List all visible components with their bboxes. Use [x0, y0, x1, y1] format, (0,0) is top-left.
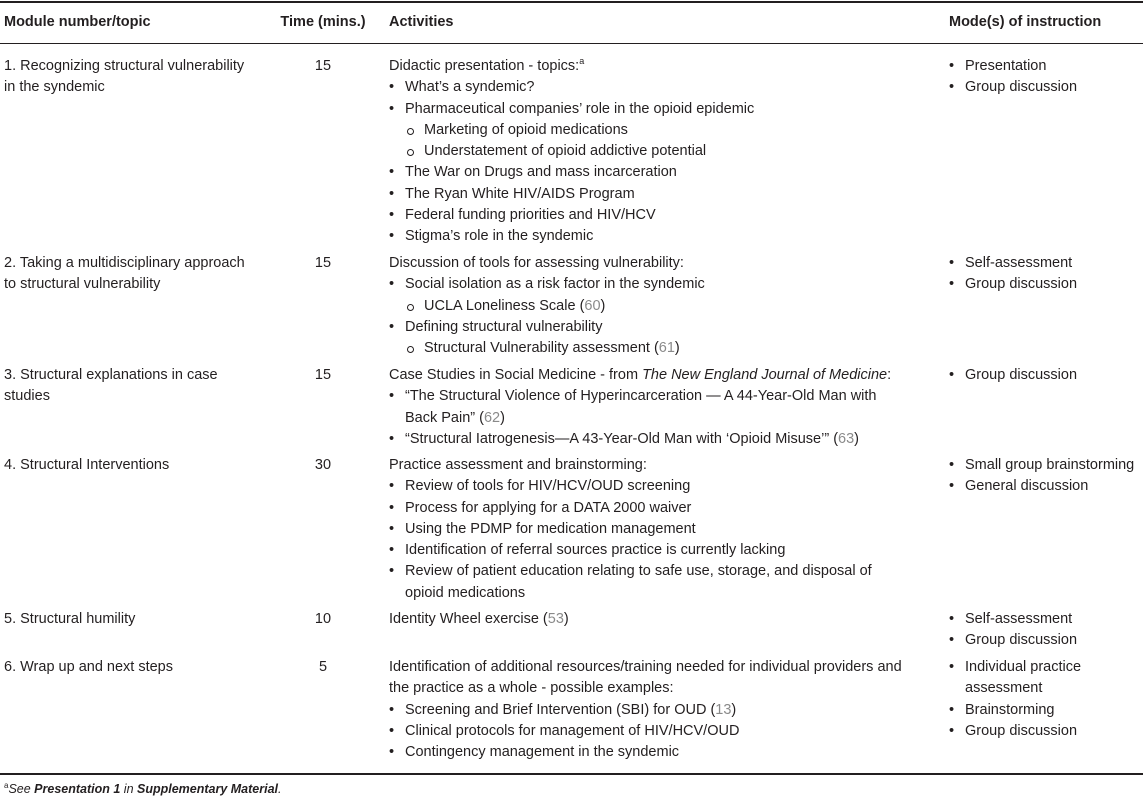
header-mode: Mode(s) of instruction — [949, 14, 1102, 30]
module-time: 5 — [318, 659, 328, 675]
module-activities: Didactic presentation - topics:$^a$ • What’s a syndemic? • Pharmaceutical companies’ role in the opioid epidemic Marketing of opioid medications Understatement of opioid addictive potential • The War on Drugs and mass incarceration • The Ryan White HIV/AIDS Program • Federal funding priorities and HIV/HCV • Stigma’s role in the syndemic — [389, 56, 949, 248]
activity-item: • Review of tools for HIV/HCV/OUD screening — [389, 476, 949, 497]
header-time: Time (mins.) — [280, 14, 366, 30]
reference-link[interactable]: 60 — [584, 297, 601, 314]
table-header-rule — [0, 43, 1143, 44]
activity-item: • Defining structural vulnerability — [389, 317, 949, 338]
module-topic: 5. Structural humility — [4, 611, 136, 627]
activity-subitem: Marketing of opioid medications — [389, 120, 949, 141]
header-topic: Module number/topic — [4, 14, 151, 30]
reference-link[interactable]: 63 — [838, 430, 855, 447]
activity-item: • Using the PDMP for medication management — [389, 519, 949, 540]
activity-item: • Social isolation as a risk factor in the syndemic — [389, 274, 949, 295]
mode-item: • Group discussion — [949, 365, 1143, 386]
module-time: 30 — [314, 457, 332, 473]
activity-item: • “The Structural Violence of Hyperincarceration — A 44-Year-Old Man with Back Pain” (62) — [389, 386, 949, 429]
mode-item: • Group discussion — [949, 721, 1143, 742]
mode-item: • Self-assessment — [949, 253, 1143, 274]
activity-item: • Clinical protocols for management of HIV/HCV/OUD — [389, 721, 949, 742]
table-bottom-rule — [0, 773, 1143, 775]
table-footnote: $^a$See Presentation 1 in Supplementary Material. — [4, 780, 282, 796]
activity-item: • Review of patient education relating to safe use, storage, and disposal of opioid medications — [389, 561, 949, 604]
activity-subitem: Understatement of opioid addictive potential — [389, 141, 949, 162]
activity-item: • Pharmaceutical companies’ role in the opioid epidemic — [389, 99, 949, 120]
module-modes — [949, 253, 1143, 296]
module-modes — [949, 365, 1143, 386]
module-topic: 4. Structural Interventions — [4, 457, 170, 473]
module-topic: 6. Wrap up and next steps — [4, 659, 174, 675]
module-topic: 3. Structural explanations in case studies — [4, 367, 218, 405]
activity-item: • Federal funding priorities and HIV/HCV — [389, 205, 949, 226]
activity-item: • Stigma’s role in the syndemic — [389, 226, 949, 247]
module-activities: Case Studies in Social Medicine - from The New England Journal of Medicine: • “The Structural Violence of Hyperincarceration — A 44-Year-Old Man with Back Pain” (62) • “Structural Iatrogenesis—A 43-Year-Old Man with ‘Opioid Misuse’” (63) — [389, 365, 949, 450]
module-modes — [949, 56, 1143, 99]
module-time: 15 — [314, 58, 332, 74]
presentation-link[interactable]: Presentation 1 — [34, 782, 121, 796]
mode-item: • Individual practice assessment — [949, 657, 1143, 700]
activity-item: • Process for applying for a DATA 2000 waiver — [389, 498, 949, 519]
activity-item: • “Structural Iatrogenesis—A 43-Year-Old Man with ‘Opioid Misuse’” (63) — [389, 429, 949, 450]
activity-item: • Screening and Brief Intervention (SBI) for OUD (13) — [389, 700, 949, 721]
module-activities: Practice assessment and brainstorming: • Review of tools for HIV/HCV/OUD screening • Process for applying for a DATA 2000 waiver • Using the PDMP for medication management • Identification of referral sources practice is currently lacking • Review of patient education relating to safe use, storage, and disposal of opioid medications — [389, 455, 949, 604]
activity-item: • Identification of referral sources practice is currently lacking — [389, 540, 949, 561]
mode-item: • Brainstorming — [949, 700, 1143, 721]
activity-item: • The War on Drugs and mass incarceration — [389, 162, 949, 183]
module-activities: Identity Wheel exercise (53) — [389, 611, 569, 627]
activity-subitem: UCLA Loneliness Scale (60) — [389, 296, 949, 317]
mode-item: • Self-assessment — [949, 609, 1143, 630]
module-modes — [949, 455, 1143, 498]
mode-item: • Group discussion — [949, 274, 1143, 295]
activity-item: • What’s a syndemic? — [389, 77, 949, 98]
module-time: 15 — [314, 367, 332, 383]
reference-link[interactable]: 61 — [658, 340, 675, 357]
reference-link[interactable]: 62 — [483, 409, 501, 426]
module-activities: Discussion of tools for assessing vulnerability: • Social isolation as a risk factor in the syndemic UCLA Loneliness Scale (60) • Defining structural vulnerability Structural Vulnerability assessment (61) — [389, 253, 949, 359]
module-topic: 2. Taking a multidisciplinary approach to structural vulnerability — [4, 255, 245, 293]
mode-item: • Small group brainstorming — [949, 455, 1143, 476]
table-top-rule — [0, 1, 1143, 3]
module-modes — [949, 609, 1143, 652]
mode-item: • Presentation — [949, 56, 1143, 77]
activity-item: • The Ryan White HIV/AIDS Program — [389, 184, 949, 205]
module-time: 10 — [314, 611, 332, 627]
mode-item: • Group discussion — [949, 77, 1143, 98]
activity-subitem: Structural Vulnerability assessment (61) — [389, 338, 949, 359]
header-activities: Activities — [389, 14, 454, 30]
mode-item: • Group discussion — [949, 630, 1143, 651]
reference-link[interactable]: 13 — [715, 701, 732, 718]
module-topic: 1. Recognizing structural vulnerability in the syndemic — [4, 58, 245, 96]
mode-item: • General discussion — [949, 476, 1143, 497]
module-activities: Identification of additional resources/training needed for individual providers and the practice as a whole - possible examples: • Screening and Brief Intervention (SBI) for OUD (13) • Clinical protocols for management of HIV/HCV/OUD • Contingency management in the syndemic — [389, 657, 949, 763]
reference-link[interactable]: 53 — [547, 611, 564, 627]
module-modes — [949, 657, 1143, 742]
activity-item: • Contingency management in the syndemic — [389, 742, 949, 763]
journal-title: The New England Journal of Medicine — [642, 367, 888, 383]
module-time: 15 — [314, 255, 332, 271]
supplementary-link[interactable]: Supplementary Material — [137, 782, 279, 796]
